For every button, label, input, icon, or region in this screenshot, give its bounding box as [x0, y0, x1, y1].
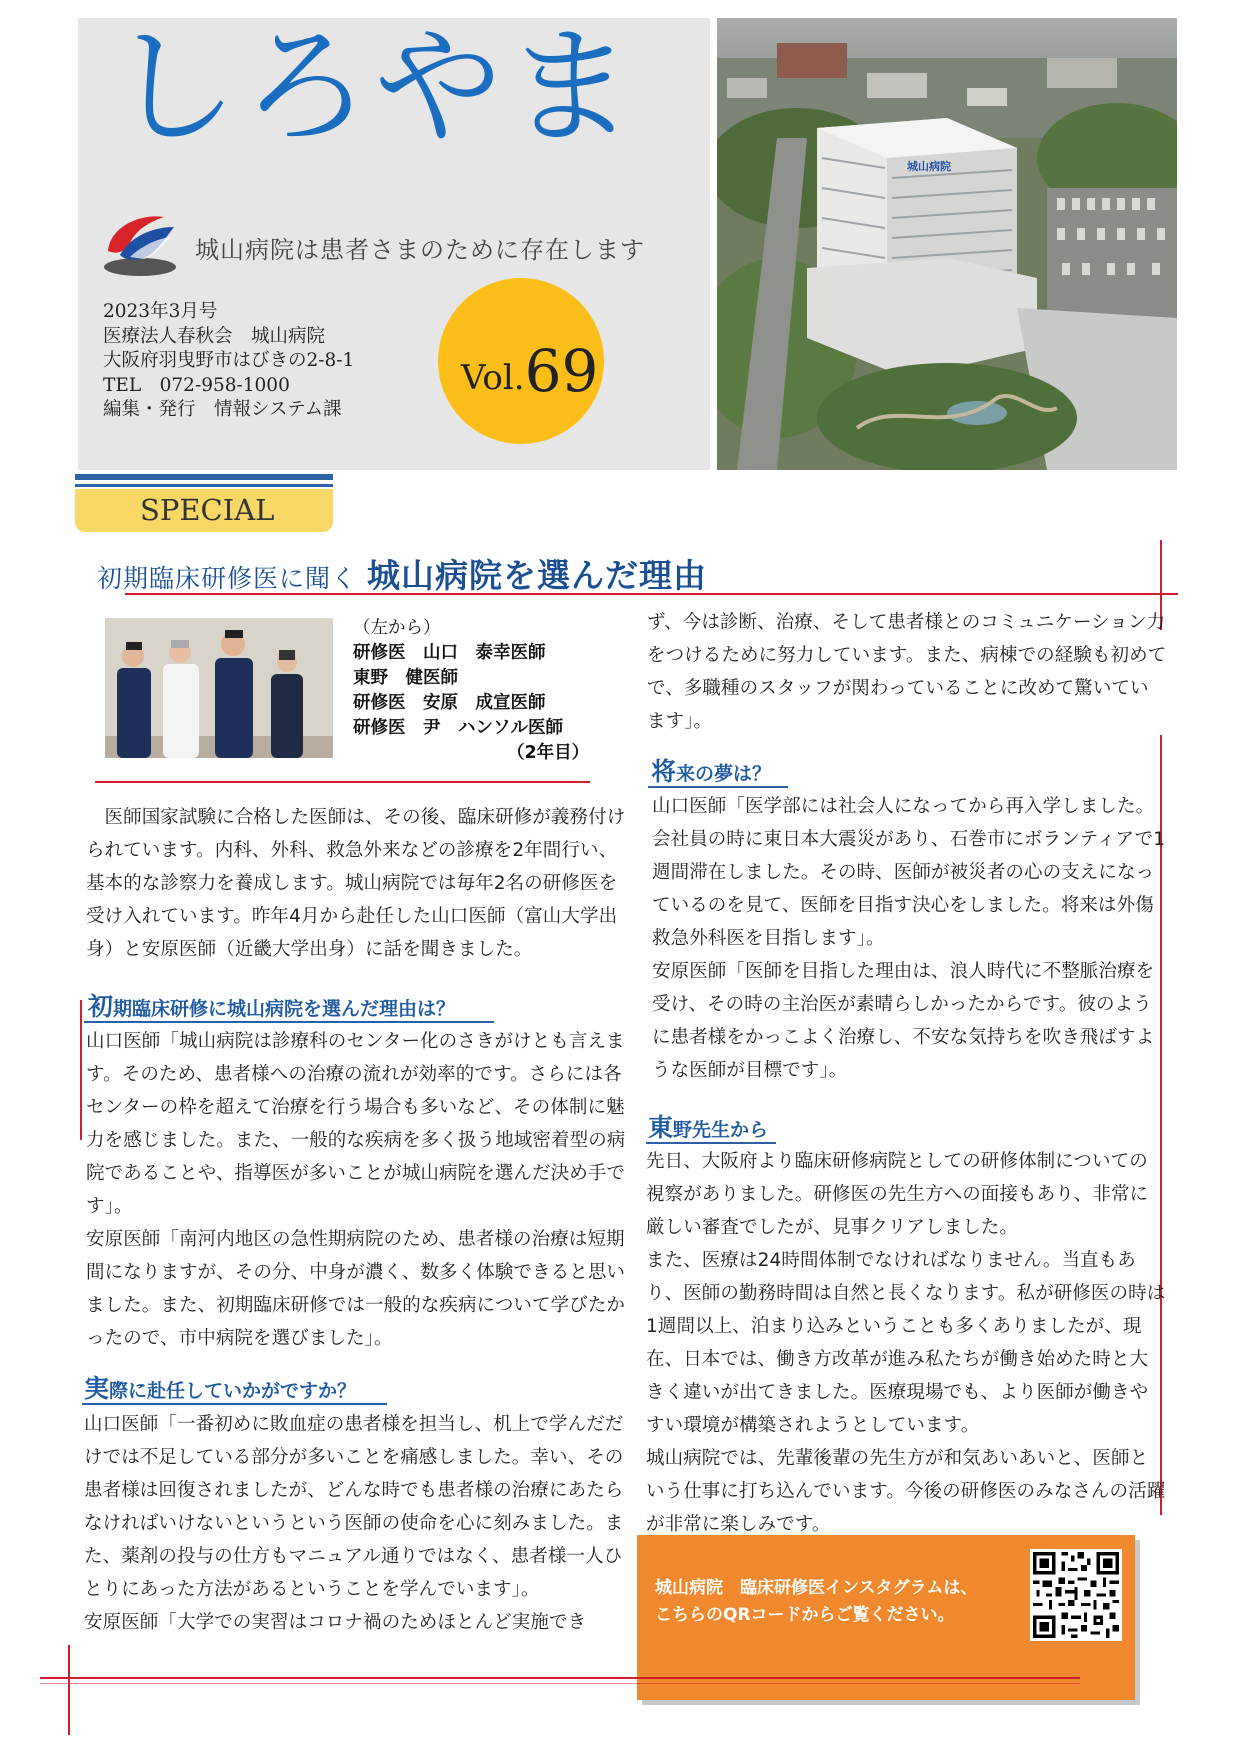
special-bar-thin: [75, 484, 333, 487]
caption-underline: [95, 781, 590, 783]
address: 大阪府羽曳野市はびきの2-8-1: [103, 350, 355, 371]
section-heading-underline: [84, 1021, 494, 1023]
issue-date: 2023年3月号: [103, 301, 218, 322]
caption-name: 研修医 尹 ハンソル医師: [353, 718, 563, 738]
headline-main: 城山病院を選んだ理由: [367, 556, 708, 595]
caption-name: 東野 健医師: [353, 668, 458, 688]
section-heading-experience: 実際に赴任していかがですか？: [84, 1374, 357, 1403]
continued-paragraph: ず、今は診断、治療、そして患者様とのコミュニケーション力をつけるために努力しています。また、病棟での経験も初めてで、多職種のスタッフが関わっていることに改めて驚いています」。: [647, 612, 1167, 732]
caption-from-left: （左から）: [353, 618, 441, 638]
caption-name: 研修医 安原 成宣医師: [353, 693, 546, 713]
section-heading-dream: 将来の夢は？: [651, 757, 772, 786]
section-heading-underline: [648, 786, 788, 788]
section-body-experience: 山口医師「一番初めに敗血症の患者様を担当し、机上で学んだだけでは不足している部分が多いことを痛感しました。幸い、その患者様は回復されましたが、どんな時でも患者様の治療にあたらなければいけないというという医師の使命を心に刻みました。また、薬剤の投与の仕方もマニュアル通りではなく、患者様一人ひとりにあった方法があるということを学んでいます」。 安原医師「大学での実習はコロナ禍のためほとんど実施でき: [84, 1414, 624, 1633]
editor: 編集・発行 情報システム課: [103, 399, 342, 420]
section-body-reason: 山口医師「城山病院は診療科のセンター化のさきがけとも言えます。そのため、患者様への治療の流れが効率的です。さらには各センターの枠を超えて治療を行う場合も多いなど、その体制に魅力を感じました。また、一般的な疾病を多く扱う地域密着型の病院であることや、指導医が多いことが城山病院を選んだ決め手です」。 安原医師「南河内地区の急性期病院のため、患者様の治療は短期間になりますが、その分、中身が濃く、数多く体験できると思いました。また、初期臨床研修では一般的な疾病について学びたかったので、市中病院を選びました」。: [86, 1031, 626, 1349]
special-label: SPECIAL: [75, 489, 333, 532]
instagram-text: 城山病院 臨床研修医インスタグラムは、 こちらのQRコードからご覧ください。: [655, 1578, 978, 1625]
section-body-higashino: 先日、大阪府より臨床研修病院としての研修体制についての視察がありました。研修医の先生方への面接もあり、非常に厳しい審査でしたが、見事クリアしました。 また、医療は24時間体制でなければなりません。当直もあり、医師の勤務時間は自然と長くなります。私が研修医の時は1週間以上、泊まり込みということも多くありましたが、現在、日本では、働き方改革が進み私たちが働き始めた時と大きく違いが出てきました。医療現場でも、より医師が働きやすい環境が構築されようとしています。 城山病院では、先輩後輩の先生方が和気あいあいと、医師という仕事に打ち込んでいます。今後の研修医のみなさんの活躍が非常に楽しみです。: [646, 1151, 1166, 1535]
article-headline: [97, 550, 707, 597]
hospital-aerial-photo: [717, 18, 1177, 470]
hospital-logo-icon: [100, 207, 180, 279]
volume-number: Vol.69: [461, 337, 599, 405]
footer-vertical-rule: [68, 1645, 70, 1735]
section-body-dream: 山口医師「医学部には社会人になってから再入学しました。会社員の時に東日本大震災があり、石巻市にボランティアで1週間滞在しました。その時、医師が被災者の心の支えになっているのを見て、医師を目指す決心をしました。将来は外傷救急外科医を目指します」。 安原医師「医師を目指した理由は、浪人時代に不整脈治療を受け、その時の主治医が素晴らしかったからです。彼のように患者様をかっこよく治療し、不安な気持ちを吹き飛ばすような医師が目標です」。: [652, 796, 1166, 1081]
footer-line: [40, 1677, 1080, 1679]
organization-name: 医療法人春秋会 城山病院: [103, 325, 326, 347]
section-heading-underline: [82, 1403, 387, 1405]
instagram-qr-code[interactable]: [1030, 1549, 1122, 1641]
left-vertical-rule: [80, 1000, 82, 1140]
section-heading-higashino: 東野先生から: [648, 1113, 769, 1142]
section-heading-underline: [646, 1142, 776, 1144]
footer-line: [40, 1683, 1080, 1684]
photo-caption: [353, 616, 589, 766]
residents-group-photo: [105, 618, 333, 758]
caption-year: （2年目）: [507, 743, 590, 763]
section-heading-reason: 初期臨床研修に城山病院を選んだ理由は？: [88, 992, 456, 1021]
intro-paragraph: 医師国家試験に合格した医師は、その後、臨床研修が義務付けられています。内科、外科、救急外来などの診療を2年間行い、基本的な診察力を養成します。城山病院では毎年2名の研修医を受け入れています。昨年4月から赴任した山口医師（富山大学出身）と安原医師（近畿大学出身）に話を聞きました。: [86, 807, 626, 960]
tagline: 城山病院は患者さまのために存在します: [195, 236, 645, 264]
phone: TEL 072-958-1000: [103, 374, 290, 396]
caption-name: 研修医 山口 泰幸医師: [353, 643, 546, 663]
hospital-sign: 城山病院: [907, 160, 951, 173]
special-bar: [75, 474, 333, 480]
publication-info: [103, 300, 354, 423]
newsletter-title: しろやま: [110, 13, 639, 162]
headline-lead: 初期臨床研修医に聞く: [97, 564, 358, 593]
